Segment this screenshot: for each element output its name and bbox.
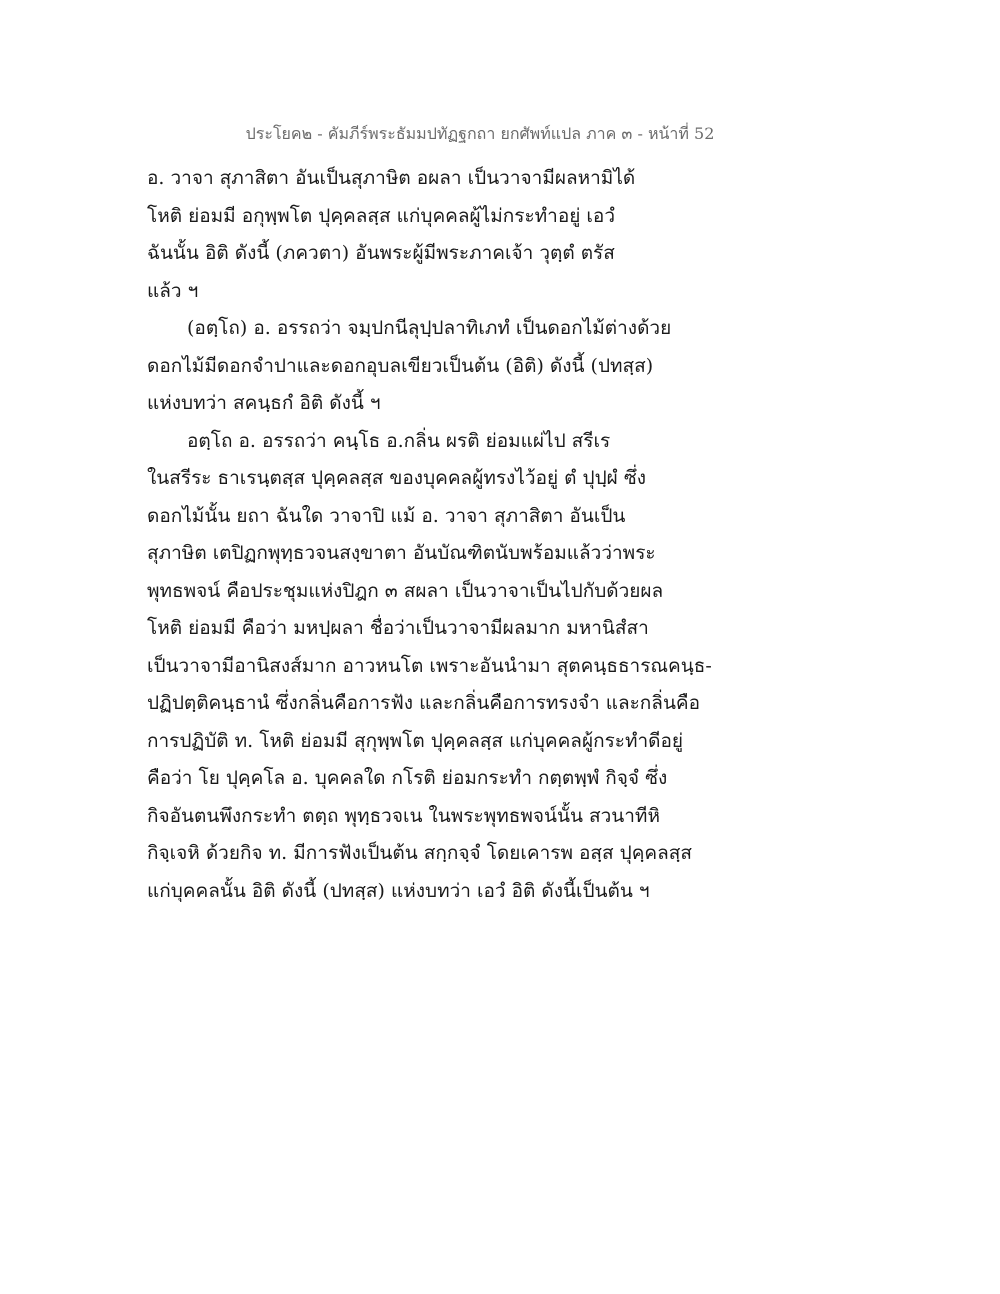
text-line: คือว่า โย ปุคฺคโล อ. บุคคลใด กโรติ ย่อมกระทำ กตฺตพฺพํ กิจฺจํ ซึ่ง [147,767,668,789]
text-line: แล้ว ฯ [147,279,199,302]
text-line: โหติ ย่อมมี อกุพฺพโต ปุคฺคลสฺส แก่บุคคลผู้ไม่กระทำอยู่ เอวํ [147,204,615,227]
text-line: ปฏิปตฺติคนฺธานํ ซึ่งกลิ่นคือการฟัง และกลิ่นคือการทรงจำ และกลิ่นคือ [147,692,701,714]
text-line: พุทธพจน์ คือประชุมแห่งปิฎก ๓ สผลา เป็นวาจาเป็นไปกับด้วยผล [147,579,664,602]
text-line: แห่งบทว่า สคนฺธกํ อิติ ดังนี้ ฯ [147,392,381,414]
text-line: อ. วาจา สุภาสิตา อันเป็นสุภาษิต อผลา เป็นวาจามีผลหามิได้ [147,167,636,189]
text-line: ดอกไม้มีดอกจำปาและดอกอุบลเขียวเป็นต้น (อิติ) ดังนี้ (ปทสฺส) [147,354,654,377]
running-header: ประโยค๒ - คัมภีร์พระธัมมปทัฏฐกถา ยกศัพท์แปล ภาค ๓ - หน้าที่ 52 [245,124,715,143]
paragraph-start-line: (อตฺโถ) อ. อรรถว่า จมฺปกนีลุปฺปลาทิเภทํ เป็นดอกไม้ต่างด้วย [187,317,672,339]
text-line: การปฏิบัติ ท. โหติ ย่อมมี สุกุพฺพโต ปุคฺคลสฺส แก่บุคคลผู้กระทำดีอยู่ [147,729,684,752]
text-line: ฉันนั้น อิติ ดังนี้ (ภควตา) อันพระผู้มีพระภาคเจ้า วุตฺตํ ตรัส [147,242,615,264]
text-line: โหติ ย่อมมี คือว่า มหปฺผลา ชื่อว่าเป็นวาจามีผลมาก มหานิสํสา [147,617,649,639]
text-line: แก่บุคคลนั้น อิติ ดังนี้ (ปทสฺส) แห่งบทว่า เอวํ อิติ ดังนี้เป็นต้น ฯ [147,879,650,902]
text-line: กิจอันตนพึงกระทำ ตตฺถ พุทฺธวจเน ในพระพุทธพจน์นั้น สวนาทีหิ [147,804,660,827]
text-line: เป็นวาจามีอานิสงส์มาก อาวหนโต เพราะอันนำมา สุตคนฺธธารณคนฺธ- [147,654,712,677]
body-text [147,160,867,910]
text-line: สุภาษิต เตปิฏกพุทฺธวจนสงฺขาตา อันบัณฑิตนับพร้อมแล้วว่าพระ [147,542,656,564]
text-line: ดอกไม้นั้น ยถา ฉันใด วาจาปิ แม้ อ. วาจา สุภาสิตา อันเป็น [147,504,626,527]
paragraph-start-line: อตฺโถ อ. อรรถว่า คนฺโธ อ.กลิ่น ผรติ ย่อมแผ่ไป สรีเร [187,429,611,452]
text-line: กิจฺเจหิ ด้วยกิจ ท. มีการฟังเป็นต้น สกฺกจฺจํ โดยเคารพ อสฺส ปุคฺคลสฺส [147,842,692,864]
text-line: ในสรีระ ธาเรนฺตสฺส ปุคฺคลสฺส ของบุคคลผู้ทรงไว้อยู่ ตํ ปุปฺผํ ซึ่ง [147,467,646,489]
